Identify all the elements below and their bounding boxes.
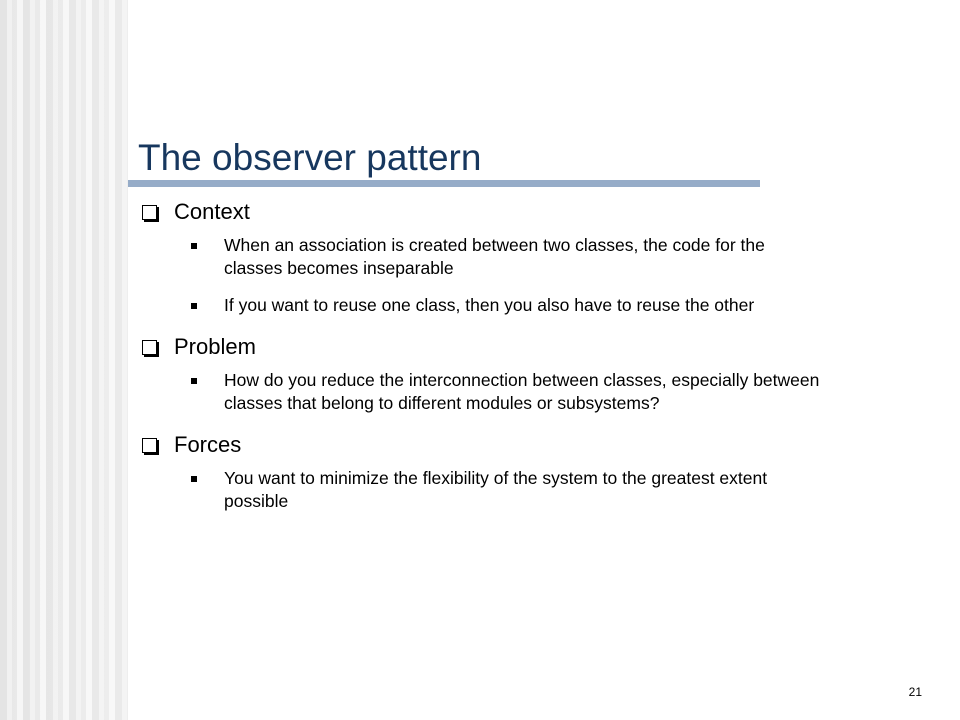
filled-square-bullet-icon	[191, 303, 197, 309]
bullet-list	[140, 467, 820, 513]
page-number: 21	[908, 685, 922, 699]
decorative-stripes-fade	[0, 0, 128, 720]
section-heading-text: Problem	[174, 334, 256, 359]
filled-square-bullet-icon	[191, 378, 197, 384]
section-heading	[140, 331, 820, 363]
filled-square-bullet-icon	[191, 476, 197, 482]
list-item	[140, 467, 820, 513]
filled-square-bullet-icon	[191, 243, 197, 249]
section-forces	[140, 429, 820, 513]
list-item-text: If you want to reuse one class, then you also have to reuse the other	[224, 295, 755, 315]
title-underline	[128, 180, 760, 187]
slide-content	[140, 196, 820, 527]
bullet-list	[140, 234, 820, 317]
section-problem	[140, 331, 820, 415]
list-item-text: When an association is created between two classes, the code for the classes becomes inseparable	[224, 235, 765, 278]
section-heading-text: Context	[174, 199, 250, 224]
list-item	[140, 369, 820, 415]
slide-title: The observer pattern	[138, 137, 482, 178]
section-context	[140, 196, 820, 317]
section-heading-text: Forces	[174, 432, 242, 457]
list-item-text: How do you reduce the interconnection between classes, especially between classes that belong to different modules or subsystems?	[224, 370, 820, 413]
list-item	[140, 234, 820, 280]
hollow-square-bullet-icon	[142, 205, 157, 220]
list-item	[140, 294, 820, 317]
section-heading	[140, 429, 820, 461]
list-item-text: You want to minimize the flexibility of the system to the greatest extent possible	[224, 468, 768, 511]
hollow-square-bullet-icon	[142, 438, 157, 453]
bullet-list	[140, 369, 820, 415]
section-heading	[140, 196, 820, 228]
hollow-square-bullet-icon	[142, 340, 157, 355]
